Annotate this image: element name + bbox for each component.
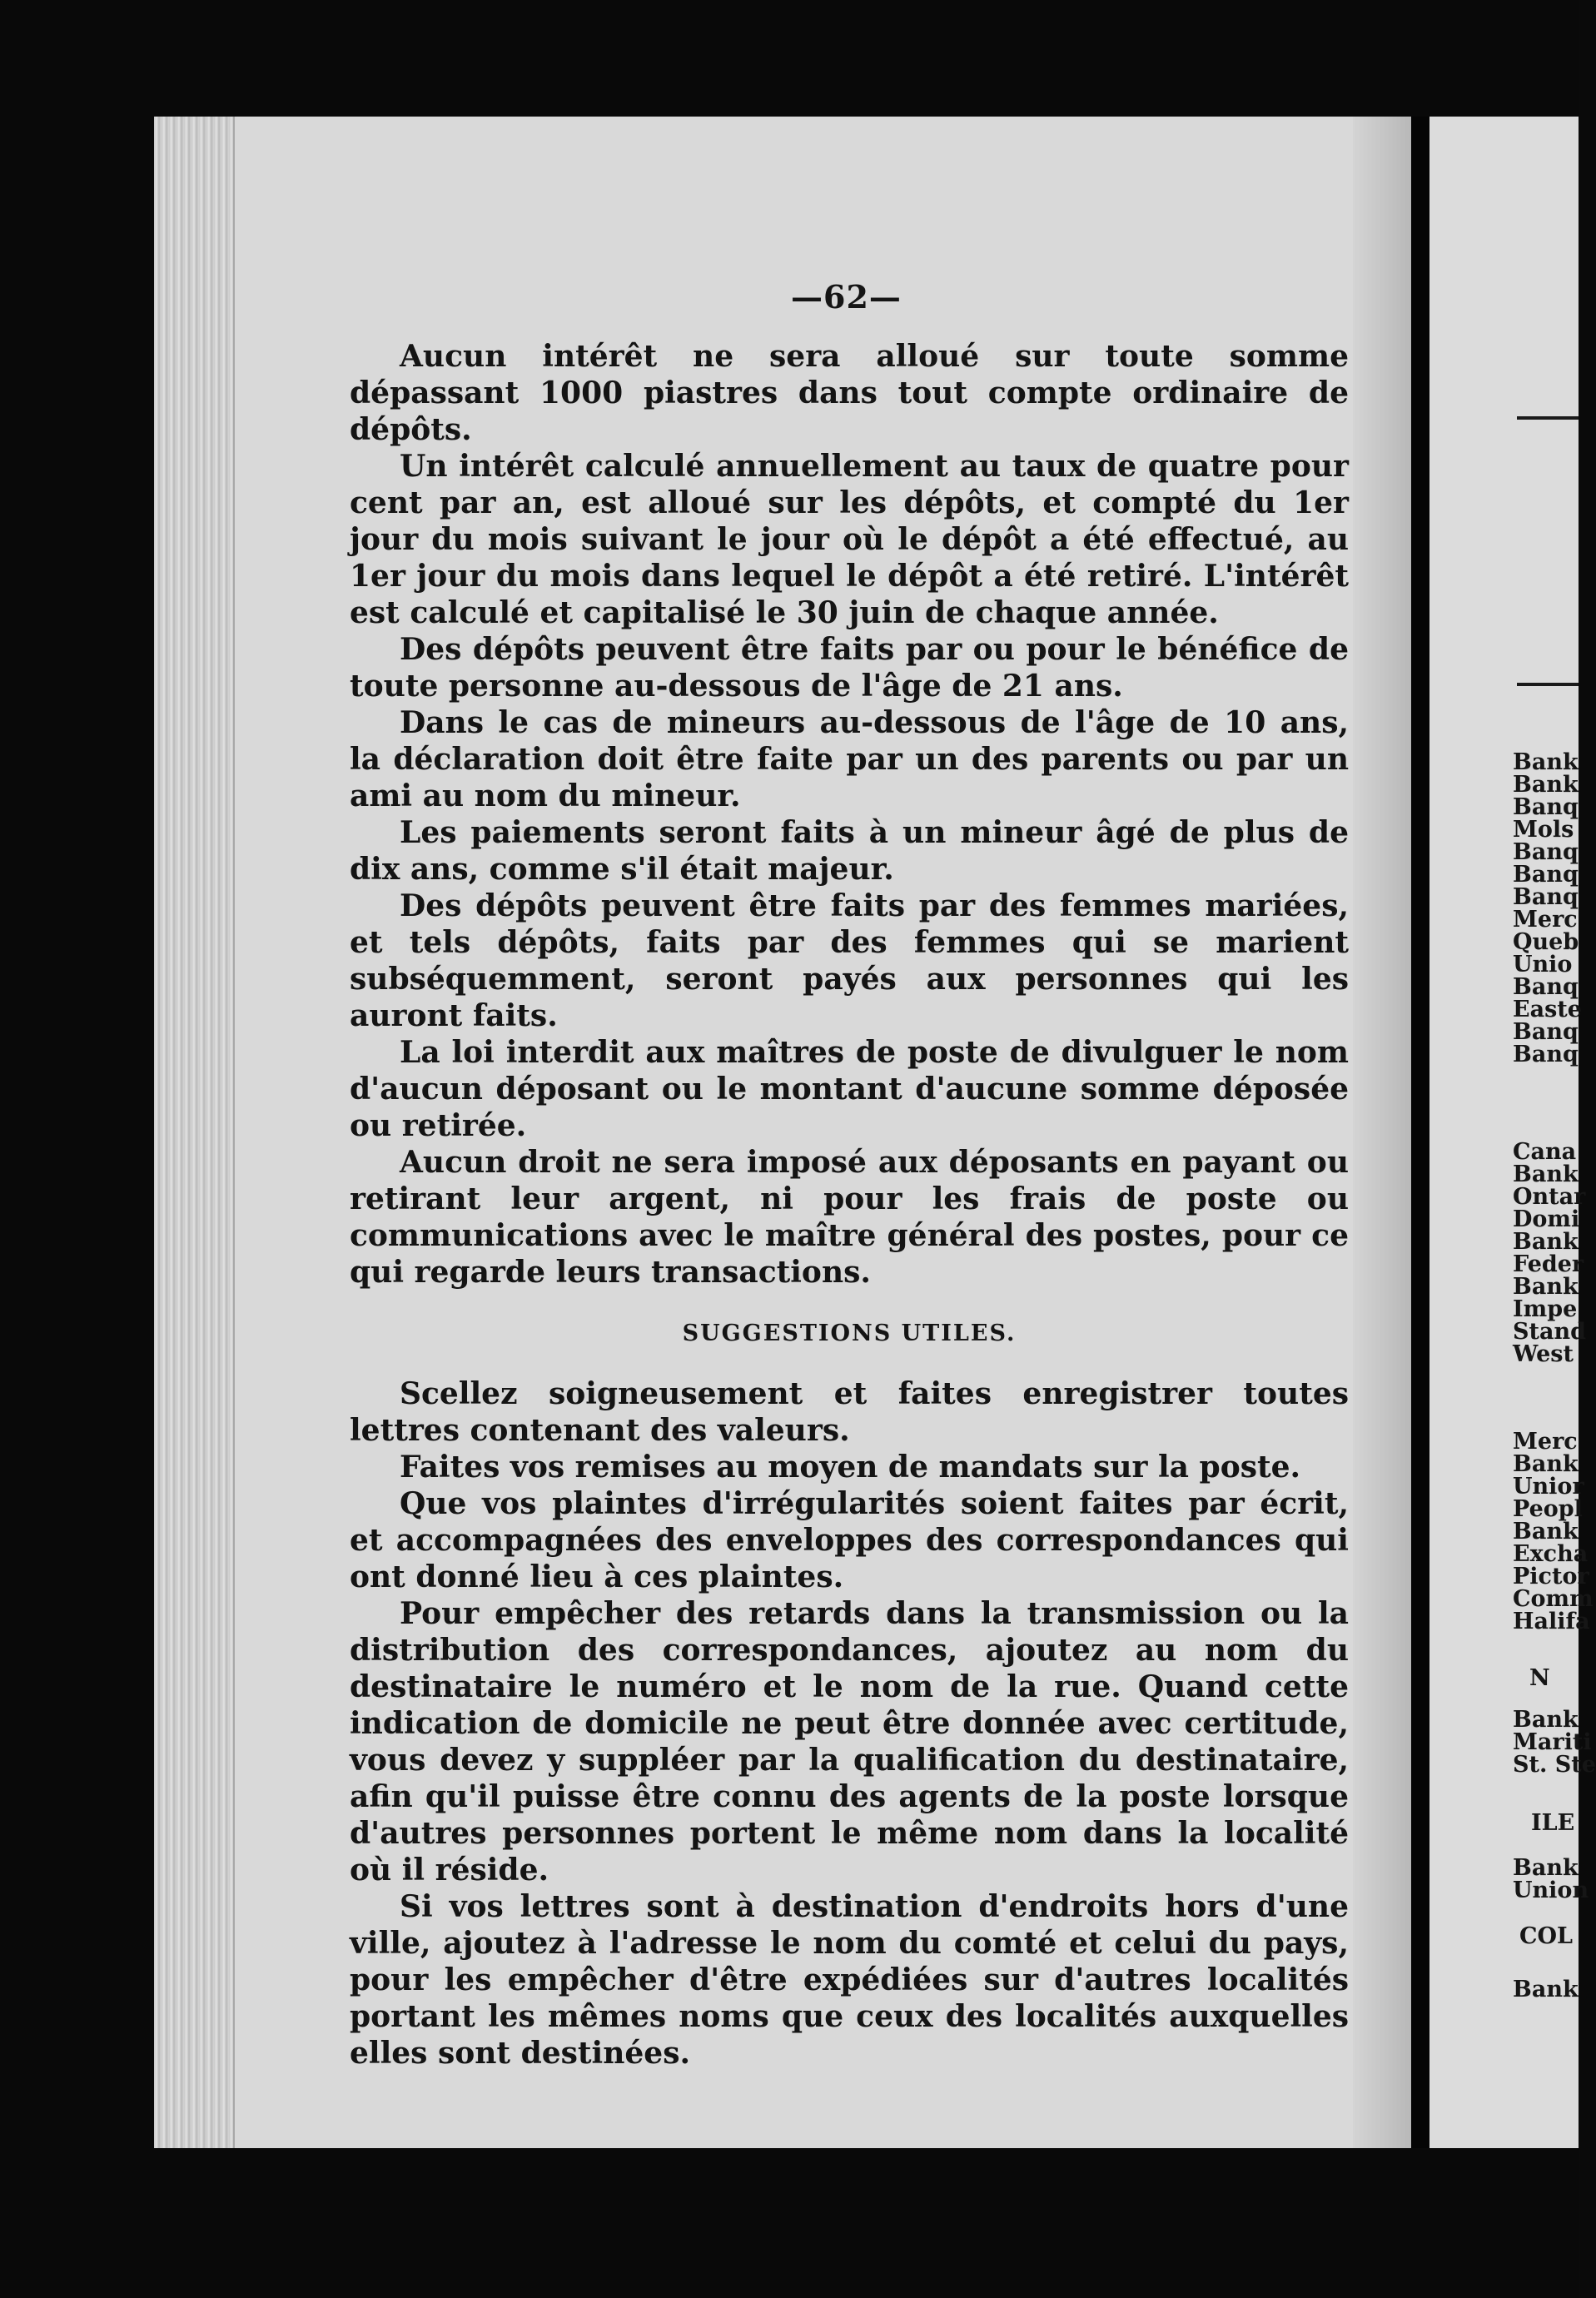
- right-list-item: Mariti: [1513, 1729, 1592, 1755]
- suggestion-paragraph: Pour empêcher des retards dans la transmission ou la distribution des correspondances, ajoutez au nom du destinataire le numéro et le nom de la rue. Quand cette indication de domicile ne peut être donnée avec certitude, vous devez y suppléer par la qualification du destinataire, afin qu'il puisse être connu des agents de la poste lorsque d'autres personnes portent le même nom dans la localité où il réside.: [350, 1596, 1349, 1888]
- right-list-item: Halifa: [1513, 1609, 1590, 1634]
- right-list-item: Bank: [1513, 1274, 1579, 1300]
- right-list-2: [1513, 1141, 1586, 1365]
- text-column: [350, 338, 1349, 2072]
- suggestion-paragraph: Que vos plaintes d'irrégularités soient faites par écrit, et accompagnées des enveloppes des correspondances qui ont donné lieu à ces plaintes.: [350, 1486, 1349, 1594]
- right-list-item: St. Ste: [1513, 1752, 1596, 1778]
- right-list-item: Merc: [1513, 1429, 1578, 1455]
- right-page-rule: [1517, 416, 1579, 420]
- right-list-item: Bank: [1513, 1451, 1579, 1477]
- right-list-item: Union: [1513, 1878, 1589, 1903]
- right-list-item: West: [1513, 1341, 1574, 1367]
- right-page-rule: [1517, 683, 1579, 686]
- paragraph: Dans le cas de mineurs au-dessous de l'âge de 10 ans, la déclaration doit être faite par un des parents ou par un ami au nom du mineur.: [350, 705, 1349, 813]
- right-list-item: Banq: [1513, 974, 1579, 1000]
- right-list-item: Bank: [1513, 1707, 1579, 1733]
- right-list-item: Unior: [1513, 1474, 1584, 1500]
- right-list-item: Ontar: [1513, 1184, 1586, 1210]
- right-list-6: [1513, 1978, 1579, 2001]
- paragraph: Un intérêt calculé annuellement au taux de quatre pour cent par an, est alloué sur les dépôts, et compté du 1er jour du mois suivant le jour où le dépôt a été effectué, au 1er jour du mois dans lequel le dépôt a été retiré. L'intérêt est calculé et capitalisé le 30 juin de chaque année.: [350, 449, 1349, 630]
- right-list-item: Banq: [1513, 1019, 1579, 1045]
- suggestion-paragraph: Scellez soigneusement et faites enregistrer toutes lettres contenant des valeurs.: [350, 1376, 1349, 1448]
- right-list-item: Bank: [1513, 1161, 1579, 1187]
- right-heading-n: N: [1529, 1665, 1550, 1691]
- page-number: —62—: [791, 278, 902, 316]
- right-page: [1429, 117, 1596, 2148]
- right-list-item: Merc: [1513, 907, 1578, 933]
- right-list-item: Mols: [1513, 817, 1574, 843]
- right-list-item: Banq: [1513, 794, 1579, 820]
- right-list-item: Pictor: [1513, 1564, 1589, 1589]
- right-list-item: Domi: [1513, 1206, 1580, 1232]
- right-list-item: Peopl: [1513, 1496, 1583, 1522]
- section-heading: SUGGESTIONS UTILES.: [682, 1321, 1017, 1346]
- paragraph: Les paiements seront faits à un mineur âgé de plus de dix ans, comme s'il était majeur.: [350, 815, 1349, 887]
- right-list-item: Bank: [1513, 749, 1579, 775]
- paragraph: La loi interdit aux maîtres de poste de divulguer le nom d'aucun déposant ou le montant d'aucune somme déposée ou retirée.: [350, 1035, 1349, 1143]
- right-list-item: Bank: [1513, 1519, 1579, 1544]
- right-list-item: Bank: [1513, 1977, 1579, 2002]
- right-list-item: Banq: [1513, 884, 1579, 910]
- suggestion-paragraph: Si vos lettres sont à destination d'endroits hors d'une ville, ajoutez à l'adresse le nom du comté et celui du pays, pour les empêcher d'être expédiées sur d'autres localités portant les mêmes noms que ceux des localités auxquelles elles sont destinées.: [350, 1889, 1349, 2071]
- right-list-item: Impe: [1513, 1296, 1578, 1322]
- right-list-1: [1513, 751, 1582, 1066]
- right-list-item: Banq: [1513, 1042, 1579, 1067]
- right-list-item: Unio: [1513, 952, 1573, 977]
- paragraph: Aucun intérêt ne sera alloué sur toute somme dépassant 1000 piastres dans tout compte ordinaire de dépôts.: [350, 339, 1349, 447]
- paragraph: Des dépôts peuvent être faits par des femmes mariées, et tels dépôts, faits par des femmes qui se marient subséquemment, seront payés aux personnes qui les auront faits.: [350, 888, 1349, 1033]
- right-list-item: Banq: [1513, 862, 1579, 888]
- right-list-item: Bank: [1513, 772, 1579, 798]
- right-list-4: [1513, 1709, 1596, 1776]
- page-shade: [1353, 117, 1411, 2148]
- right-list-item: Queb: [1513, 929, 1579, 955]
- paragraph: Des dépôts peuvent être faits par ou pour le bénéfice de toute personne au-dessous de l'âge de 21 ans.: [350, 632, 1349, 704]
- right-list-item: Bank: [1513, 1229, 1579, 1255]
- page-edges: [154, 117, 235, 2148]
- right-list-5: [1513, 1857, 1589, 1902]
- right-heading-col: COL: [1519, 1923, 1573, 1949]
- suggestion-paragraph: Faites vos remises au moyen de mandats sur la poste.: [400, 1450, 1301, 1485]
- right-list-item: Easte: [1513, 997, 1582, 1022]
- right-list-item: Cana: [1513, 1139, 1577, 1165]
- right-list-item: Bank: [1513, 1855, 1579, 1881]
- paragraph: Aucun droit ne sera imposé aux déposants en payant ou retirant leur argent, ni pour les frais de poste ou communications avec le maître général des postes, pour ce qui regarde leurs transactions.: [350, 1145, 1349, 1290]
- right-list-item: Feder: [1513, 1251, 1584, 1277]
- right-list-item: Comm: [1513, 1586, 1594, 1612]
- book-gutter: [1411, 117, 1429, 2148]
- right-heading-ile: ILE: [1531, 1810, 1575, 1836]
- right-list-item: Stand: [1513, 1319, 1586, 1345]
- right-list-3: [1513, 1430, 1594, 1633]
- right-list-item: Excha: [1513, 1541, 1589, 1567]
- right-list-item: Banq: [1513, 839, 1579, 865]
